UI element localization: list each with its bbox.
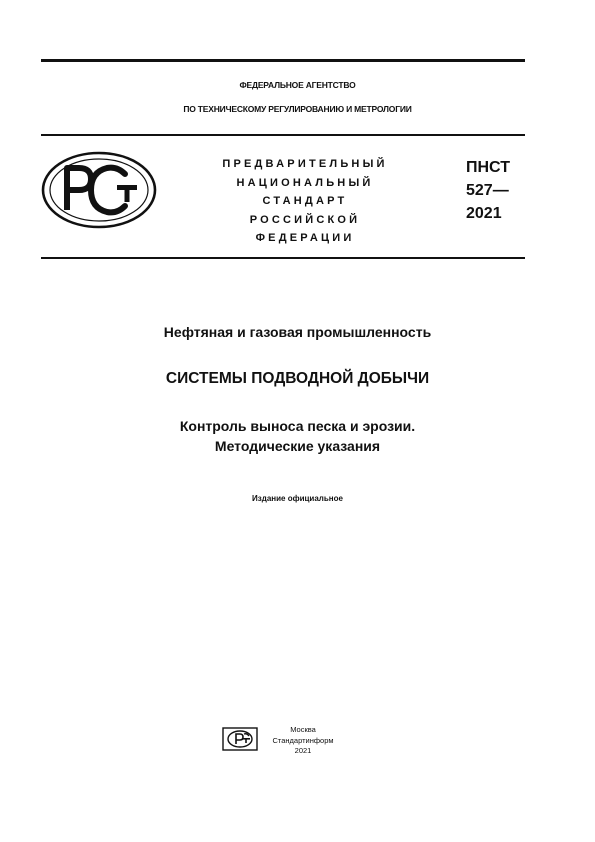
standard-type-line: СТАНДАРТ	[262, 195, 348, 207]
subtitle-line-2: Методические указания	[214, 438, 381, 454]
standard-type	[205, 155, 405, 248]
publisher-year: 2021	[294, 746, 312, 755]
standard-type-line: НАЦИОНАЛЬНЫЙ	[236, 176, 374, 189]
standard-type-line: ПРЕДВАРИТЕЛЬНЫЙ	[222, 158, 388, 170]
subtitle	[0, 416, 595, 456]
standartinform-logo-icon	[222, 727, 258, 751]
industry-title: Нефтяная и газовая промышленность	[163, 324, 432, 340]
top-rule	[41, 59, 525, 62]
standard-type-line: ФЕДЕРАЦИИ	[255, 232, 355, 244]
publisher-info	[262, 725, 344, 757]
main-title: СИСТЕМЫ ПОДВОДНОЙ ДОБЫЧИ	[165, 370, 430, 387]
publisher-city: Москва	[290, 725, 316, 734]
publisher-name: Стандартинформ	[272, 735, 334, 745]
gost-r-emblem-icon	[41, 150, 161, 230]
standard-type-line: РОССИЙСКОЙ	[249, 213, 361, 226]
agency-line-1: ФЕДЕРАЛЬНОЕ АГЕНТСТВО	[239, 80, 356, 90]
designation-divider	[41, 257, 525, 259]
standard-designation	[466, 156, 510, 225]
subtitle-line-1: Контроль выноса песка и эрозии.	[179, 418, 416, 434]
standard-year: 2021	[466, 205, 502, 222]
standard-code: ПНСТ	[466, 159, 510, 176]
edition-note: Издание официальное	[252, 494, 343, 503]
standard-number: 527—	[466, 182, 509, 199]
agency-line-2: ПО ТЕХНИЧЕСКОМУ РЕГУЛИРОВАНИЮ И МЕТРОЛОГИИ	[183, 104, 412, 114]
header-divider	[41, 134, 525, 136]
